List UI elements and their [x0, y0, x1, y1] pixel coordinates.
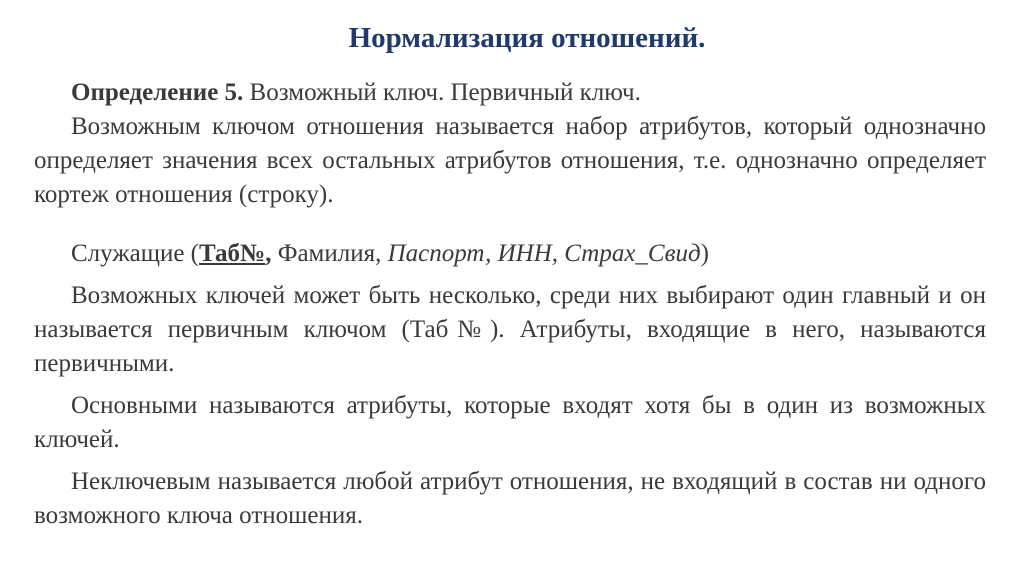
slide-title: Нормализация отношений.	[348, 22, 706, 54]
example-prefix: Служащие (	[71, 240, 199, 267]
example-primary-key: Таб№	[199, 240, 266, 267]
example-relation	[34, 237, 986, 271]
paragraph-prime-attributes: Основными называются атрибуты, которые входят хотя бы в один из возможных ключей.	[34, 392, 986, 453]
example-candidate-keys: Паспорт, ИНН, Страх_Свид	[387, 240, 701, 267]
paragraph-candidate-key: Возможным ключом отношения называется набор атрибутов, который однозначно определяет значения всех остальных атрибутов отношения, т.е. однозначно определяет кортеж отношения (строку).	[34, 113, 986, 208]
example-suffix: )	[700, 240, 709, 267]
paragraph-nonkey-attributes: Неключевым называется любой атрибут отношения, не входящий в состав ни одного возможного ключа отношения.	[34, 468, 986, 529]
slide-content	[34, 76, 986, 533]
definition-line	[34, 76, 986, 110]
definition-label: Определение 5.	[71, 79, 244, 106]
example-middle: Фамилия,	[271, 240, 388, 267]
definition-text: Возможный ключ. Первичный ключ.	[243, 79, 641, 106]
paragraph-primary-key: Возможных ключей может быть несколько, среди них выбирают один главный и он называется первичным ключом (Таб№). Атрибуты, входящие в него, называются первичными.	[34, 282, 986, 377]
example-separator: ,	[265, 240, 272, 267]
